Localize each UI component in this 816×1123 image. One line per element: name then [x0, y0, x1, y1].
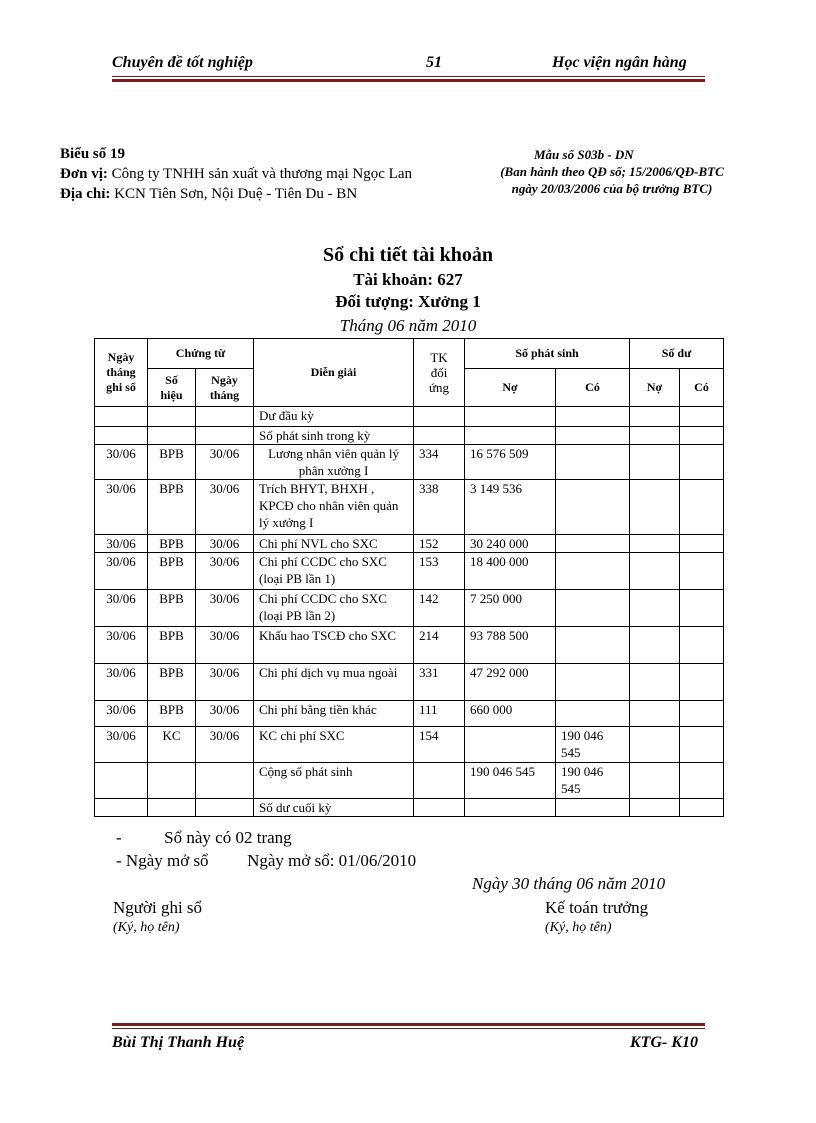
cell-bal-debit — [630, 664, 680, 701]
cell-bal-debit — [630, 627, 680, 664]
cell-bal-debit — [630, 590, 680, 627]
cell-voucher-date — [196, 799, 254, 817]
doc-title: Sổ chi tiết tài khoản — [322, 244, 494, 266]
cell-bal-credit — [680, 727, 724, 763]
note-pages — [116, 828, 292, 848]
cell-description: Chi phí dịch vụ mua ngoài — [254, 664, 414, 701]
cell-contra: 153 — [414, 553, 465, 590]
cell-contra — [414, 427, 465, 445]
cell-contra: 338 — [414, 480, 465, 535]
cell-bal-credit — [680, 763, 724, 799]
cell-voucher-no: BPB — [148, 480, 196, 535]
cell-date: 30/06 — [95, 590, 148, 627]
cell-voucher-no: BPB — [148, 627, 196, 664]
col-contra-l2: đối — [430, 365, 448, 380]
col-voucher-no — [148, 369, 196, 407]
cell-bal-credit — [680, 553, 724, 590]
table-row — [95, 701, 724, 727]
cell-voucher-no — [148, 799, 196, 817]
col-voucher-no-l1: Số — [165, 372, 178, 387]
cell-voucher-date: 30/06 — [196, 553, 254, 590]
cell-credit — [556, 627, 630, 664]
col-bal-credit: Có — [680, 369, 724, 407]
cell-description: Khấu hao TSCĐ cho SXC — [254, 627, 414, 664]
page-number: 51 — [426, 54, 442, 71]
cell-bal-debit — [630, 727, 680, 763]
cell-date: 30/06 — [95, 627, 148, 664]
form-number-text: Biểu số 19 — [60, 146, 126, 162]
cell-voucher-no — [148, 427, 196, 445]
cell-credit — [556, 701, 630, 727]
cell-credit — [556, 664, 630, 701]
cell-contra: 142 — [414, 590, 465, 627]
col-voucher-no-l2: hiệu — [160, 387, 183, 402]
cell-bal-credit — [680, 627, 724, 664]
cell-debit: 16 576 509 — [465, 445, 556, 480]
cell-bal-credit — [680, 701, 724, 727]
cell-debit: 30 240 000 — [465, 535, 556, 553]
cell-date — [95, 407, 148, 427]
cell-credit — [556, 553, 630, 590]
cell-credit — [556, 480, 630, 535]
cell-voucher-no — [148, 763, 196, 799]
signer-left-role: Người ghi sổ — [113, 898, 203, 917]
col-arising: Số phát sinh — [465, 339, 630, 369]
cell-voucher-no: BPB — [148, 664, 196, 701]
cell-description: Trích BHYT, BHXH , KPCĐ cho nhân viên quản lý xưởng I — [254, 480, 414, 535]
cell-description: Chi phí NVL cho SXC — [254, 535, 414, 553]
footer-rule-thick — [112, 1023, 705, 1026]
footer-class: KTG- K10 — [630, 1034, 698, 1051]
cell-bal-debit — [630, 763, 680, 799]
cell-bal-debit — [630, 799, 680, 817]
cell-date: 30/06 — [95, 553, 148, 590]
cell-voucher-no: BPB — [148, 701, 196, 727]
table-row — [95, 480, 724, 535]
cell-bal-credit — [680, 427, 724, 445]
cell-debit: 3 149 536 — [465, 480, 556, 535]
cell-description: Chi phí bằng tiền khác — [254, 701, 414, 727]
cell-credit — [556, 799, 630, 817]
cell-credit — [556, 407, 630, 427]
note-open-label: - Ngày mở sổ — [116, 851, 209, 870]
col-credit: Có — [556, 369, 630, 407]
cell-contra: 214 — [414, 627, 465, 664]
address-label: Địa chỉ: — [60, 186, 111, 202]
table-row — [95, 664, 724, 701]
form-number — [60, 144, 125, 164]
col-description: Diễn giải — [254, 339, 414, 407]
object-title: Đối tượng: Xưởng 1 — [335, 292, 481, 311]
cell-voucher-date: 30/06 — [196, 727, 254, 763]
cell-bal-debit — [630, 445, 680, 480]
cell-voucher-no: KC — [148, 727, 196, 763]
col-voucher-date-l1: Ngày — [211, 372, 238, 387]
cell-debit: 190 046 545 — [465, 763, 556, 799]
cell-date: 30/06 — [95, 480, 148, 535]
cell-date: 30/06 — [95, 664, 148, 701]
cell-bal-debit — [630, 407, 680, 427]
cell-debit: 47 292 000 — [465, 664, 556, 701]
cell-bal-credit — [680, 535, 724, 553]
note-bullet: - — [116, 828, 122, 847]
cell-voucher-no: BPB — [148, 535, 196, 553]
cell-contra: 334 — [414, 445, 465, 480]
cell-date — [95, 427, 148, 445]
ledger-body — [95, 407, 724, 817]
cell-contra: 331 — [414, 664, 465, 701]
account-title: Tài khoản: 627 — [353, 270, 463, 289]
cell-voucher-date: 30/06 — [196, 701, 254, 727]
cell-voucher-date: 30/06 — [196, 480, 254, 535]
cell-credit — [556, 427, 630, 445]
period-title: Tháng 06 năm 2010 — [339, 316, 477, 335]
header-rule-thick — [112, 79, 705, 82]
col-voucher: Chứng từ — [148, 339, 254, 369]
cell-contra: 111 — [414, 701, 465, 727]
cell-date: 30/06 — [95, 535, 148, 553]
cell-debit — [465, 727, 556, 763]
unit-line — [60, 164, 412, 184]
col-bal-debit: Nợ — [630, 369, 680, 407]
cell-debit: 18 400 000 — [465, 553, 556, 590]
table-row — [95, 427, 724, 445]
table-row — [95, 590, 724, 627]
cell-date: 30/06 — [95, 727, 148, 763]
cell-credit: 190 046 545 — [556, 763, 630, 799]
col-voucher-date — [196, 369, 254, 407]
cell-voucher-date — [196, 407, 254, 427]
cell-bal-credit — [680, 480, 724, 535]
cell-description: Lương nhân viên quản lý phân xưởng I — [254, 445, 414, 480]
signing-date: Ngày 30 tháng 06 năm 2010 — [472, 874, 666, 893]
header-left: Chuyên đề tốt nghiệp — [112, 54, 253, 71]
note-open-value: Ngày mở sổ: 01/06/2010 — [247, 851, 417, 870]
table-row — [95, 445, 724, 480]
table-row — [95, 799, 724, 817]
cell-bal-debit — [630, 535, 680, 553]
cell-credit — [556, 445, 630, 480]
table-row — [95, 535, 724, 553]
col-balance: Số dư — [630, 339, 724, 369]
table-row — [95, 763, 724, 799]
cell-debit: 93 788 500 — [465, 627, 556, 664]
cell-bal-credit — [680, 445, 724, 480]
cell-bal-credit — [680, 590, 724, 627]
table-row — [95, 627, 724, 664]
cell-voucher-date: 30/06 — [196, 590, 254, 627]
cell-credit — [556, 535, 630, 553]
cell-bal-credit — [680, 799, 724, 817]
cell-contra — [414, 407, 465, 427]
cell-voucher-date: 30/06 — [196, 535, 254, 553]
cell-date: 30/06 — [95, 445, 148, 480]
cell-contra: 152 — [414, 535, 465, 553]
footer-author: Bùi Thị Thanh Huệ — [112, 1034, 245, 1051]
table-row — [95, 727, 724, 763]
cell-description: KC chi phí SXC — [254, 727, 414, 763]
cell-debit — [465, 799, 556, 817]
cell-voucher-no: BPB — [148, 553, 196, 590]
cell-debit — [465, 407, 556, 427]
col-date — [95, 339, 148, 407]
cell-contra — [414, 763, 465, 799]
template-date: ngày 20/03/2006 của bộ trưởng BTC) — [511, 181, 713, 196]
col-contra — [414, 339, 465, 407]
cell-bal-credit — [680, 664, 724, 701]
table-row — [95, 553, 724, 590]
col-date-l2: tháng — [106, 365, 136, 379]
note-open-date — [116, 851, 416, 871]
template-code: Mẫu số S03b - DN — [534, 147, 634, 162]
header-right: Học viện ngân hàng — [552, 54, 687, 71]
cell-bal-credit — [680, 407, 724, 427]
unit-value: Công ty TNHH sản xuất và thương mại Ngọc Lan — [111, 166, 412, 182]
cell-description: Chi phí CCDC cho SXC (loại PB lần 2) — [254, 590, 414, 627]
cell-bal-debit — [630, 553, 680, 590]
cell-voucher-date: 30/06 — [196, 664, 254, 701]
cell-contra: 154 — [414, 727, 465, 763]
col-contra-l1: TK — [430, 350, 448, 365]
cell-description: Cộng số phát sinh — [254, 763, 414, 799]
footer-rule-thin — [112, 1028, 705, 1029]
table-row — [95, 407, 724, 427]
col-voucher-date-l2: tháng — [209, 387, 240, 402]
cell-voucher-date: 30/06 — [196, 627, 254, 664]
cell-credit: 190 046 545 — [556, 727, 630, 763]
cell-voucher-no: BPB — [148, 590, 196, 627]
cell-credit — [556, 590, 630, 627]
cell-description: Số dư cuối kỳ — [254, 799, 414, 817]
col-date-l1: Ngày — [107, 350, 135, 364]
address-value: KCN Tiên Sơn, Nội Duệ - Tiên Du - BN — [114, 186, 358, 202]
cell-description: Số phát sinh trong kỳ — [254, 427, 414, 445]
cell-date — [95, 799, 148, 817]
unit-label: Đơn vị: — [60, 166, 108, 182]
col-date-l3: ghi sổ — [106, 380, 136, 394]
template-decree: (Ban hành theo QĐ số; 15/2006/QĐ-BTC — [500, 164, 724, 179]
header-rule-thin — [112, 76, 705, 77]
cell-voucher-no — [148, 407, 196, 427]
ledger-table — [94, 338, 724, 817]
cell-voucher-no: BPB — [148, 445, 196, 480]
cell-contra — [414, 799, 465, 817]
signer-right-note: (Ký, họ tên) — [545, 920, 612, 935]
note-pages-text: Sổ này có 02 trang — [164, 828, 292, 847]
cell-voucher-date — [196, 763, 254, 799]
cell-description: Chi phí CCDC cho SXC (loại PB lần 1) — [254, 553, 414, 590]
signer-right-role: Kế toán trưởng — [545, 898, 649, 917]
cell-date: 30/06 — [95, 701, 148, 727]
header-row-1 — [95, 339, 724, 369]
template-block — [474, 146, 750, 197]
cell-bal-debit — [630, 427, 680, 445]
cell-voucher-date: 30/06 — [196, 445, 254, 480]
cell-debit — [465, 427, 556, 445]
cell-description: Dư đầu kỳ — [254, 407, 414, 427]
cell-voucher-date — [196, 427, 254, 445]
col-debit: Nợ — [465, 369, 556, 407]
col-contra-l3: ứng — [428, 380, 450, 395]
cell-bal-debit — [630, 701, 680, 727]
address-line — [60, 184, 357, 204]
signer-left-note: (Ký, họ tên) — [113, 920, 180, 935]
cell-bal-debit — [630, 480, 680, 535]
cell-date — [95, 763, 148, 799]
cell-debit: 660 000 — [465, 701, 556, 727]
cell-debit: 7 250 000 — [465, 590, 556, 627]
